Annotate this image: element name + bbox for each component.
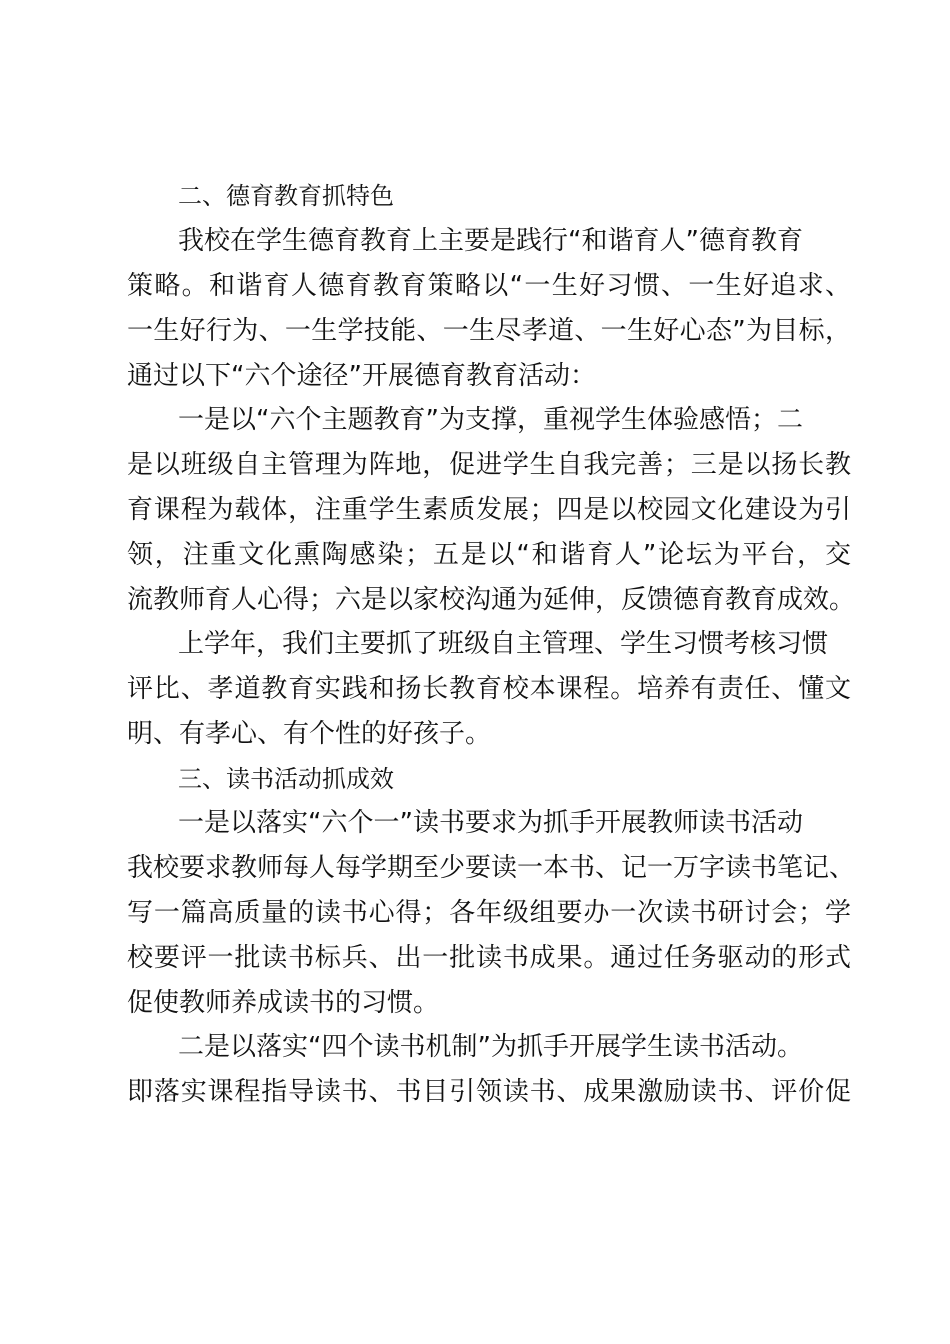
paragraph-line: 即落实课程指导读书、书目引领读书、成果激励读书、评价促 — [127, 1077, 851, 1107]
paragraph-line: 明、有孝心、有个性的好孩子。 — [127, 719, 492, 749]
paragraph-line: 一是以“六个主题教育”为支撑，重视学生体验感悟；二 — [178, 405, 803, 435]
paragraph-line: 通过以下“六个途径”开展德育教育活动： — [127, 361, 596, 391]
section-heading: 三、读书活动抓成效 — [178, 765, 394, 793]
paragraph-line: 上学年，我们主要抓了班级自主管理、学生习惯考核习惯 — [178, 629, 829, 659]
paragraph-line: 促使教师养成读书的习惯。 — [127, 988, 440, 1018]
paragraph-line: 评比、孝道教育实践和扬长教育校本课程。培养有责任、懂文 — [127, 674, 851, 704]
paragraph-line: 我校要求教师每人每学期至少要读一本书、记一万字读书笔记、 — [127, 853, 856, 883]
paragraph-line: 二是以落实“四个读书机制”为抓手开展学生读书活动。 — [178, 1032, 803, 1062]
section-heading: 二、德育教育抓特色 — [178, 182, 394, 210]
paragraph-line: 是以班级自主管理为阵地，促进学生自我完善；三是以扬长教 — [127, 450, 851, 480]
paragraph-line: 我校在学生德育教育上主要是践行“和谐育人”德育教育 — [178, 226, 803, 256]
paragraph-line: 一生好行为、一生学技能、一生尽孝道、一生好心态”为目标， — [127, 316, 851, 346]
paragraph-line: 校要评一批读书标兵、出一批读书成果。通过任务驱动的形式 — [127, 943, 851, 973]
paragraph-line: 写一篇高质量的读书心得；各年级组要办一次读书研讨会；学 — [127, 898, 851, 928]
paragraph-line: 领，注重文化熏陶感染；五是以“和谐育人”论坛为平台，交 — [127, 540, 851, 570]
paragraph-line: 策略。和谐育人德育教育策略以“一生好习惯、一生好追求、 — [127, 271, 851, 301]
paragraph-line: 一是以落实“六个一”读书要求为抓手开展教师读书活动 — [178, 808, 803, 838]
paragraph-line: 流教师育人心得；六是以家校沟通为延伸，反馈德育教育成效。 — [127, 585, 856, 615]
paragraph-line: 育课程为载体，注重学生素质发展；四是以校园文化建设为引 — [127, 495, 851, 525]
